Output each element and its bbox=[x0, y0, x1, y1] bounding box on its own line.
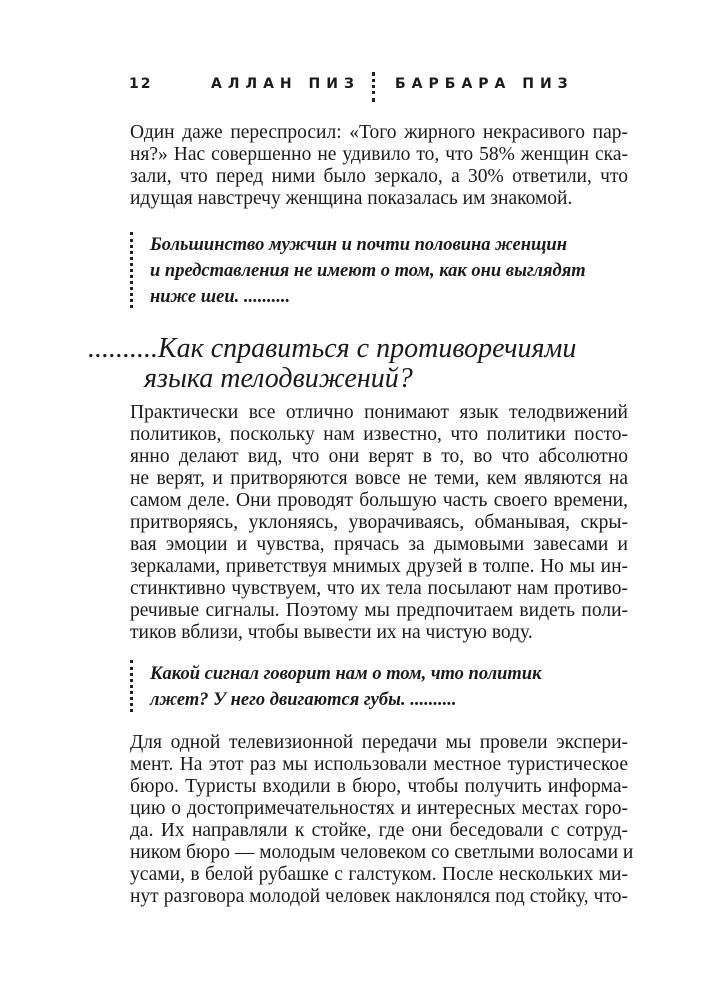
text-line: цию о достопримечательностях и интересных местах горо- bbox=[130, 798, 628, 819]
pull-quote-1 bbox=[150, 232, 586, 310]
quote-line: Какой сигнал говорит нам о том, что политик bbox=[150, 664, 542, 684]
text-line: нут разговора молодой человек наклонялся под стойку, что- bbox=[130, 886, 628, 907]
text-line: ником бюро — молодым человеком со светлыми волосами и bbox=[130, 842, 634, 863]
pull-quote-2 bbox=[150, 661, 541, 713]
text-line: речивые сигналы. Поэтому мы предпочитаем видеть поли- bbox=[130, 600, 628, 621]
text-line: идущая навстречу женщина показалась им знакомой. bbox=[130, 188, 573, 209]
text-line: усами, в белой рубашке с галстуком. После нескольких ми- bbox=[130, 864, 628, 885]
paragraph-3 bbox=[130, 732, 634, 908]
text-line: зеркалами, приветствуя мнимых друзей в толпе. Но мы ин- bbox=[130, 556, 628, 577]
paragraph-1 bbox=[130, 122, 628, 210]
text-line: бюро. Туристы входили в бюро, чтобы получить информа- bbox=[130, 776, 628, 797]
quote-bar bbox=[130, 660, 133, 712]
text-line: Для одной телевизионной передачи мы провели экспери- bbox=[130, 732, 628, 753]
section-heading bbox=[88, 334, 576, 394]
paragraph-2 bbox=[130, 402, 628, 644]
text-line: Один даже переспросил: «Того жирного некрасивого пар- bbox=[130, 122, 628, 143]
text-line: стинктивно чувствуем, что их тела посылают нам противо- bbox=[130, 578, 628, 599]
header-divider bbox=[372, 72, 375, 102]
quote-line: ниже шеи. .......... bbox=[150, 287, 291, 307]
text-line: Практически все отлично понимают язык телодвижений bbox=[130, 402, 628, 423]
text-line: зали, что перед ними было зеркало, а 30% ответили, что bbox=[130, 166, 628, 187]
quote-line: Большинство мужчин и почти половина женщин bbox=[150, 235, 567, 255]
text-line: притворяясь, уклоняясь, уворачиваясь, обманывая, скры- bbox=[130, 512, 628, 533]
quote-line: лжет? У него двигаются губы. .......... bbox=[150, 690, 457, 710]
running-header-author-left: АЛЛАН ПИЗ bbox=[211, 76, 360, 92]
text-line: да. Их направляли к стойке, где они беседовали с сотруд- bbox=[130, 820, 628, 841]
quote-line: и представления не имеют о том, как они выглядят bbox=[150, 261, 586, 281]
text-line: вая эмоции и чувства, прячась за дымовыми завесами и bbox=[130, 534, 628, 555]
heading-line-1: ..........Как справиться с противоречиями bbox=[88, 333, 577, 364]
heading-line-2: языка телодвижений? bbox=[144, 363, 413, 394]
text-line: тиков вблизи, чтобы вывести их на чистую воду. bbox=[130, 622, 533, 643]
text-line: янно делают вид, что они верят в то, во что абсолютно bbox=[130, 446, 628, 467]
quote-bar bbox=[130, 232, 133, 308]
text-line: ня?» Нас совершенно не удивило то, что 58% женщин ска- bbox=[130, 144, 628, 165]
text-line: не верят, и притворяются вовсе не теми, кем являются на bbox=[130, 468, 628, 489]
text-line: самом деле. Они проводят большую часть своего времени, bbox=[130, 490, 628, 511]
text-line: мент. На этот раз мы использовали местное туристическое bbox=[130, 754, 628, 775]
text-line: политиков, поскольку нам известно, что политики посто- bbox=[130, 424, 628, 445]
running-header-author-right: БАРБАРА ПИЗ bbox=[395, 76, 574, 92]
page-number: 12 bbox=[129, 76, 153, 92]
